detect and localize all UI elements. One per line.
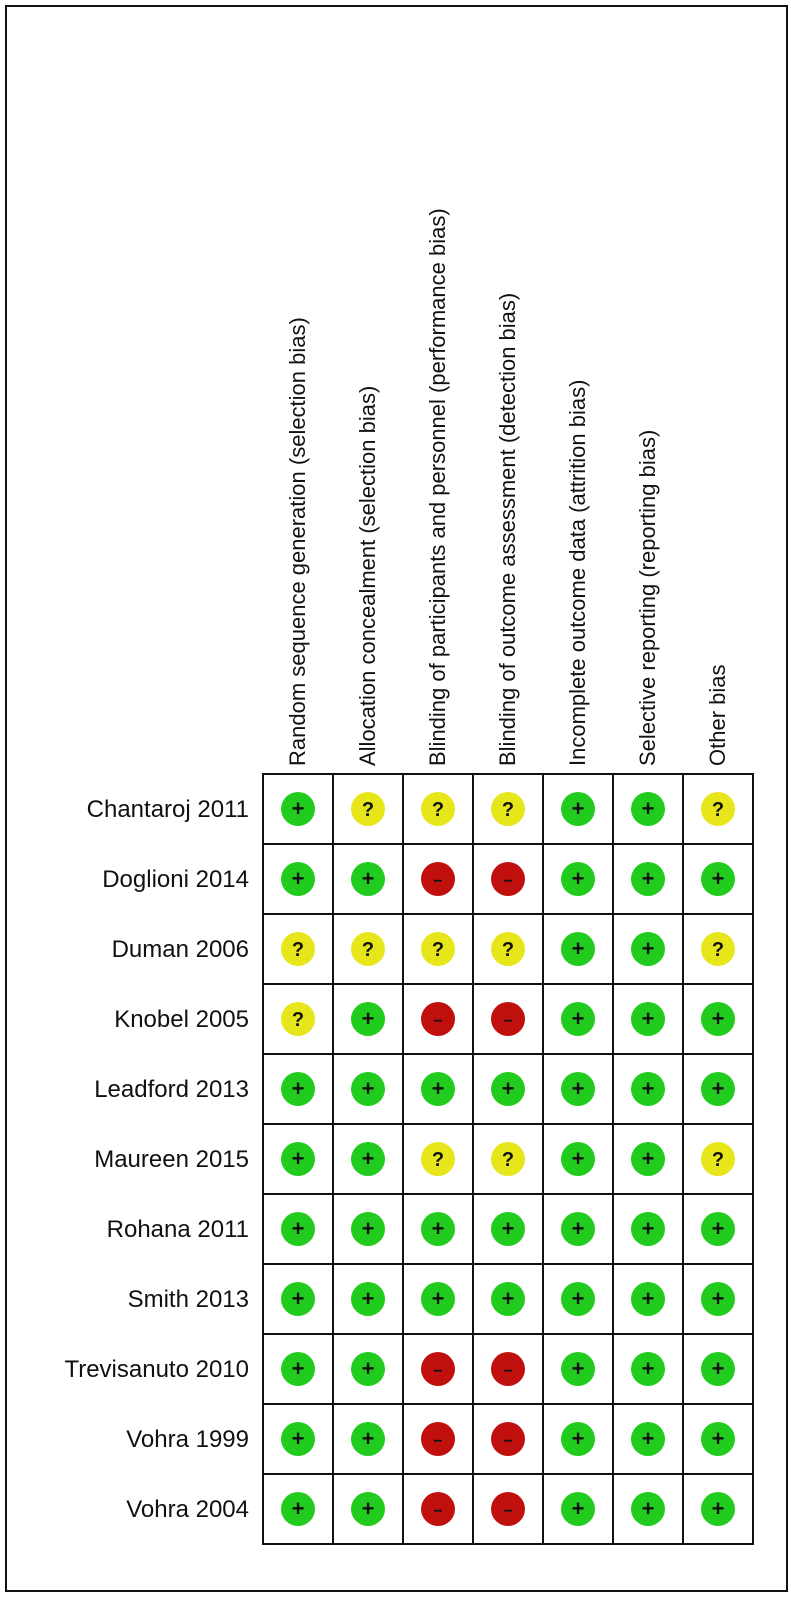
row-label: Smith 2013 [127, 1286, 249, 1313]
risk-mark-unclear [701, 792, 735, 826]
risk-symbol: + [641, 1426, 655, 1451]
risk-symbol: + [361, 866, 375, 891]
risk-mark-low [561, 1072, 595, 1106]
risk-mark-low [351, 1492, 385, 1526]
risk-mark-low [561, 932, 595, 966]
risk-mark-high [491, 1422, 525, 1456]
risk-mark-unclear [491, 932, 525, 966]
risk-mark-low [421, 1282, 455, 1316]
risk-symbol: ? [361, 939, 375, 961]
risk-mark-low [631, 792, 665, 826]
risk-symbol: + [641, 1356, 655, 1381]
risk-symbol: + [361, 1496, 375, 1521]
risk-mark-low [491, 1212, 525, 1246]
risk-symbol: ? [711, 799, 725, 821]
risk-mark-low [701, 1352, 735, 1386]
risk-symbol: + [361, 1076, 375, 1101]
row-labels [64, 796, 249, 1523]
column-label: Other bias [705, 664, 730, 766]
risk-symbol: + [571, 1286, 585, 1311]
risk-mark-unclear [281, 1002, 315, 1036]
risk-symbol: + [711, 1426, 725, 1451]
risk-symbol: + [571, 1146, 585, 1171]
risk-mark-low [281, 862, 315, 896]
risk-symbol: + [641, 936, 655, 961]
risk-symbol: + [571, 1216, 585, 1241]
risk-symbol: + [431, 1076, 445, 1101]
risk-symbol: − [433, 1363, 443, 1380]
risk-of-bias-summary [7, 7, 790, 1594]
risk-mark-low [351, 1422, 385, 1456]
risk-symbol: + [291, 1496, 305, 1521]
risk-symbol: + [571, 1426, 585, 1451]
risk-symbol: + [571, 1496, 585, 1521]
risk-symbol: + [361, 1356, 375, 1381]
risk-mark-low [701, 1422, 735, 1456]
risk-symbol: + [291, 796, 305, 821]
risk-symbol: + [641, 1496, 655, 1521]
risk-mark-low [631, 1212, 665, 1246]
risk-mark-low [281, 1282, 315, 1316]
column-label: Random sequence generation (selection bias) [285, 317, 310, 766]
risk-mark-low [421, 1212, 455, 1246]
risk-symbol: + [431, 1286, 445, 1311]
risk-mark-low [281, 1072, 315, 1106]
risk-symbol: + [571, 1006, 585, 1031]
risk-symbol: ? [431, 799, 445, 821]
risk-mark-high [421, 1492, 455, 1526]
risk-mark-low [561, 1282, 595, 1316]
column-labels [285, 208, 730, 766]
risk-mark-high [421, 1422, 455, 1456]
risk-mark-low [561, 1212, 595, 1246]
risk-symbol: ? [711, 939, 725, 961]
risk-mark-high [491, 862, 525, 896]
risk-mark-unclear [351, 792, 385, 826]
risk-mark-low [351, 862, 385, 896]
risk-symbol: + [361, 1426, 375, 1451]
risk-mark-unclear [281, 932, 315, 966]
risk-symbol: + [291, 1216, 305, 1241]
risk-symbol: ? [361, 799, 375, 821]
risk-mark-low [281, 792, 315, 826]
risk-mark-low [491, 1282, 525, 1316]
risk-symbol: ? [431, 939, 445, 961]
risk-mark-low [281, 1142, 315, 1176]
risk-symbol: + [431, 1216, 445, 1241]
risk-symbol: + [711, 866, 725, 891]
risk-mark-low [281, 1422, 315, 1456]
risk-symbol: + [711, 1286, 725, 1311]
risk-symbol: + [641, 1286, 655, 1311]
risk-symbol: ? [501, 1149, 515, 1171]
risk-symbol: − [503, 873, 513, 890]
risk-mark-low [631, 1282, 665, 1316]
risk-symbol: + [501, 1076, 515, 1101]
row-label: Duman 2006 [111, 936, 249, 963]
risk-symbol: − [503, 1013, 513, 1030]
risk-mark-low [701, 1212, 735, 1246]
risk-mark-low [351, 1002, 385, 1036]
risk-symbol: + [641, 796, 655, 821]
risk-symbol: + [641, 1146, 655, 1171]
risk-mark-unclear [701, 932, 735, 966]
marks [281, 792, 735, 1526]
risk-mark-low [631, 1072, 665, 1106]
column-label: Blinding of participants and personnel (performance bias) [425, 208, 450, 766]
risk-symbol: + [641, 1076, 655, 1101]
risk-mark-unclear [491, 1142, 525, 1176]
row-label: Trevisanuto 2010 [64, 1356, 249, 1383]
risk-mark-high [421, 1002, 455, 1036]
risk-mark-unclear [351, 932, 385, 966]
risk-mark-low [701, 1492, 735, 1526]
risk-symbol: − [433, 873, 443, 890]
risk-symbol: + [711, 1496, 725, 1521]
risk-symbol: ? [711, 1149, 725, 1171]
risk-symbol: − [433, 1433, 443, 1450]
column-label: Allocation concealment (selection bias) [355, 385, 380, 766]
risk-symbol: + [291, 1076, 305, 1101]
risk-mark-low [351, 1072, 385, 1106]
risk-mark-low [491, 1072, 525, 1106]
risk-mark-low [281, 1492, 315, 1526]
risk-symbol: − [433, 1013, 443, 1030]
risk-mark-high [491, 1002, 525, 1036]
risk-symbol: + [571, 1076, 585, 1101]
risk-mark-low [561, 1422, 595, 1456]
risk-symbol: ? [291, 939, 305, 961]
risk-symbol: + [641, 1216, 655, 1241]
risk-mark-low [631, 932, 665, 966]
risk-symbol: + [571, 796, 585, 821]
row-label: Leadford 2013 [94, 1076, 249, 1103]
risk-mark-low [351, 1352, 385, 1386]
risk-mark-unclear [701, 1142, 735, 1176]
risk-mark-low [561, 862, 595, 896]
risk-symbol: + [291, 1426, 305, 1451]
risk-mark-low [631, 862, 665, 896]
risk-mark-low [631, 1422, 665, 1456]
risk-mark-low [351, 1142, 385, 1176]
risk-symbol: ? [501, 939, 515, 961]
risk-symbol: + [361, 1006, 375, 1031]
row-label: Vohra 2004 [126, 1496, 249, 1523]
risk-mark-low [631, 1492, 665, 1526]
risk-mark-low [701, 1282, 735, 1316]
risk-symbol: + [361, 1146, 375, 1171]
row-label: Chantaroj 2011 [86, 796, 249, 823]
risk-symbol: + [361, 1286, 375, 1311]
risk-symbol: ? [501, 799, 515, 821]
row-label: Maureen 2015 [94, 1146, 249, 1173]
risk-symbol: + [291, 1356, 305, 1381]
risk-symbol: + [501, 1216, 515, 1241]
risk-symbol: + [501, 1286, 515, 1311]
risk-symbol: − [503, 1363, 513, 1380]
risk-mark-low [281, 1212, 315, 1246]
risk-mark-low [561, 1142, 595, 1176]
row-label: Vohra 1999 [126, 1426, 249, 1453]
risk-symbol: + [641, 1006, 655, 1031]
risk-mark-high [421, 1352, 455, 1386]
risk-symbol: + [361, 1216, 375, 1241]
risk-mark-unclear [421, 932, 455, 966]
risk-mark-unclear [421, 792, 455, 826]
risk-symbol: + [641, 866, 655, 891]
risk-symbol: + [291, 1146, 305, 1171]
risk-mark-low [701, 862, 735, 896]
risk-mark-low [561, 1492, 595, 1526]
risk-mark-low [351, 1282, 385, 1316]
column-label: Incomplete outcome data (attrition bias) [565, 379, 590, 766]
risk-symbol: + [711, 1006, 725, 1031]
risk-symbol: ? [291, 1009, 305, 1031]
risk-symbol: − [503, 1503, 513, 1520]
column-label: Selective reporting (reporting bias) [635, 429, 660, 766]
risk-mark-high [491, 1492, 525, 1526]
risk-mark-low [701, 1002, 735, 1036]
risk-symbol: − [433, 1503, 443, 1520]
risk-mark-low [421, 1072, 455, 1106]
risk-mark-low [281, 1352, 315, 1386]
risk-mark-low [701, 1072, 735, 1106]
risk-mark-low [561, 1002, 595, 1036]
risk-mark-low [631, 1142, 665, 1176]
risk-mark-unclear [421, 1142, 455, 1176]
risk-symbol: + [711, 1216, 725, 1241]
risk-symbol: + [291, 1286, 305, 1311]
risk-symbol: + [571, 1356, 585, 1381]
risk-symbol: + [571, 936, 585, 961]
risk-mark-high [421, 862, 455, 896]
risk-mark-unclear [491, 792, 525, 826]
risk-mark-low [351, 1212, 385, 1246]
row-label: Knobel 2005 [114, 1006, 249, 1033]
risk-symbol: + [711, 1356, 725, 1381]
row-label: Doglioni 2014 [102, 866, 249, 893]
row-label: Rohana 2011 [106, 1216, 249, 1243]
chart-frame [5, 5, 788, 1592]
risk-mark-low [631, 1002, 665, 1036]
risk-mark-low [561, 1352, 595, 1386]
risk-mark-low [561, 792, 595, 826]
column-label: Blinding of outcome assessment (detection bias) [495, 292, 520, 766]
risk-symbol: ? [431, 1149, 445, 1171]
risk-symbol: + [711, 1076, 725, 1101]
risk-symbol: + [571, 866, 585, 891]
risk-mark-high [491, 1352, 525, 1386]
risk-symbol: − [503, 1433, 513, 1450]
risk-symbol: + [291, 866, 305, 891]
risk-mark-low [631, 1352, 665, 1386]
